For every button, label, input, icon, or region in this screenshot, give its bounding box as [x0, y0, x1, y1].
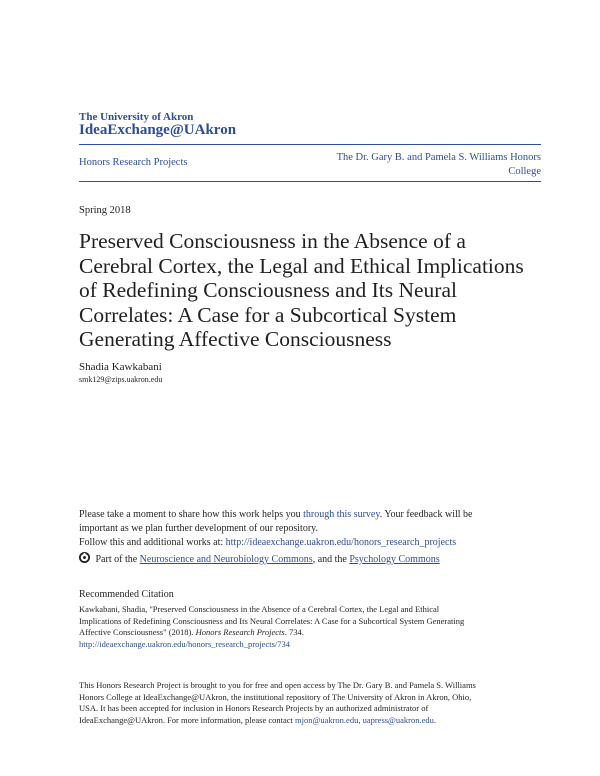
header-rule-top: [79, 144, 541, 145]
title-line: Preserved Consciousness in the Absence of a: [79, 229, 466, 253]
part-of-line: [79, 552, 544, 568]
feedback-text-after: . Your feedback will be: [379, 509, 473, 520]
college-line-2: College: [508, 166, 541, 177]
citation-number: . 734.: [284, 627, 304, 637]
part-of-prefix: Part of the: [93, 554, 140, 565]
title-line: Cerebral Cortex, the Legal and Ethical Implications: [79, 253, 524, 278]
additional-works: [79, 536, 544, 550]
college-link[interactable]: [300, 151, 541, 179]
publication-season: Spring 2018: [79, 205, 131, 216]
title-line: Generating Affective Consciousness: [79, 327, 392, 351]
paper-title: [79, 229, 549, 352]
title-line: of Redefining Consciousness and Its Neural: [79, 278, 457, 302]
author-name: Shadia Kawkabani: [79, 361, 162, 373]
part-of-mid: , and the: [312, 554, 350, 565]
author-email: smk129@zips.uakron.edu: [79, 375, 163, 384]
feedback-text: Please take a moment to share how this work helps you: [79, 509, 304, 520]
psychology-commons-link[interactable]: Psychology Commons: [349, 554, 440, 565]
open-access-icon: [79, 552, 90, 568]
title-line: Correlates: A Case for a Subcortical System: [79, 302, 457, 327]
feedback-paragraph: [79, 508, 544, 535]
university-name: The University of Akron: [79, 111, 194, 123]
footer-line: This Honors Research Project is brought to you for free and open access by The Dr. Gary B. and Pamela S. Williams: [79, 680, 476, 690]
additional-label: Follow this and additional works at:: [79, 537, 226, 548]
access-statement: [79, 680, 544, 726]
college-line-1: The Dr. Gary B. and Pamela S. Williams Honors: [336, 152, 541, 163]
footer-line: USA. It has been accepted for inclusion in Honors Research Projects by an authorized administrator of: [79, 703, 429, 713]
contact-email-link[interactable]: mjon@uakron.edu, uapress@uakron.edu: [295, 714, 434, 725]
footer-line: [79, 715, 544, 727]
citation-heading: Recommended Citation: [79, 589, 174, 600]
series-name: Honors Research Projects: [195, 627, 285, 637]
header-rule-bottom: [79, 181, 541, 182]
collection-link[interactable]: Honors Research Projects: [79, 157, 188, 168]
citation-line: [79, 627, 544, 639]
neuroscience-commons-link[interactable]: Neuroscience and Neurobiology Commons: [139, 554, 313, 565]
citation-line: Kawkabani, Shadia, "Preserved Consciousness in the Absence of a Cerebral Cortex, the Legal and Ethical: [79, 604, 440, 614]
feedback-line-2: important as we plan further development of our repository.: [79, 522, 319, 534]
citation-url-link[interactable]: http://ideaexchange.uakron.edu/honors_research_projects/734: [79, 638, 291, 649]
citation-line: Implications of Redefining Consciousness and Its Neural Correlates: A Case for a Subcortical System Generating: [79, 615, 465, 626]
survey-link[interactable]: through this survey: [303, 509, 380, 520]
additional-works-link[interactable]: http://ideaexchange.uakron.edu/honors_research_projects: [225, 537, 457, 548]
footer-line-part: IdeaExchange@UAkron. For more information, please contact: [79, 714, 296, 725]
citation-text: [79, 604, 544, 650]
footer-line: Honors College at IdeaExchange@UAkron, the institutional repository of The University of Akron in Akron, Ohio,: [79, 691, 472, 702]
citation-line-part: Affective Consciousness" (2018).: [79, 627, 196, 637]
footer-line-end: .: [433, 714, 437, 725]
repository-name[interactable]: IdeaExchange@UAkron: [79, 122, 237, 138]
